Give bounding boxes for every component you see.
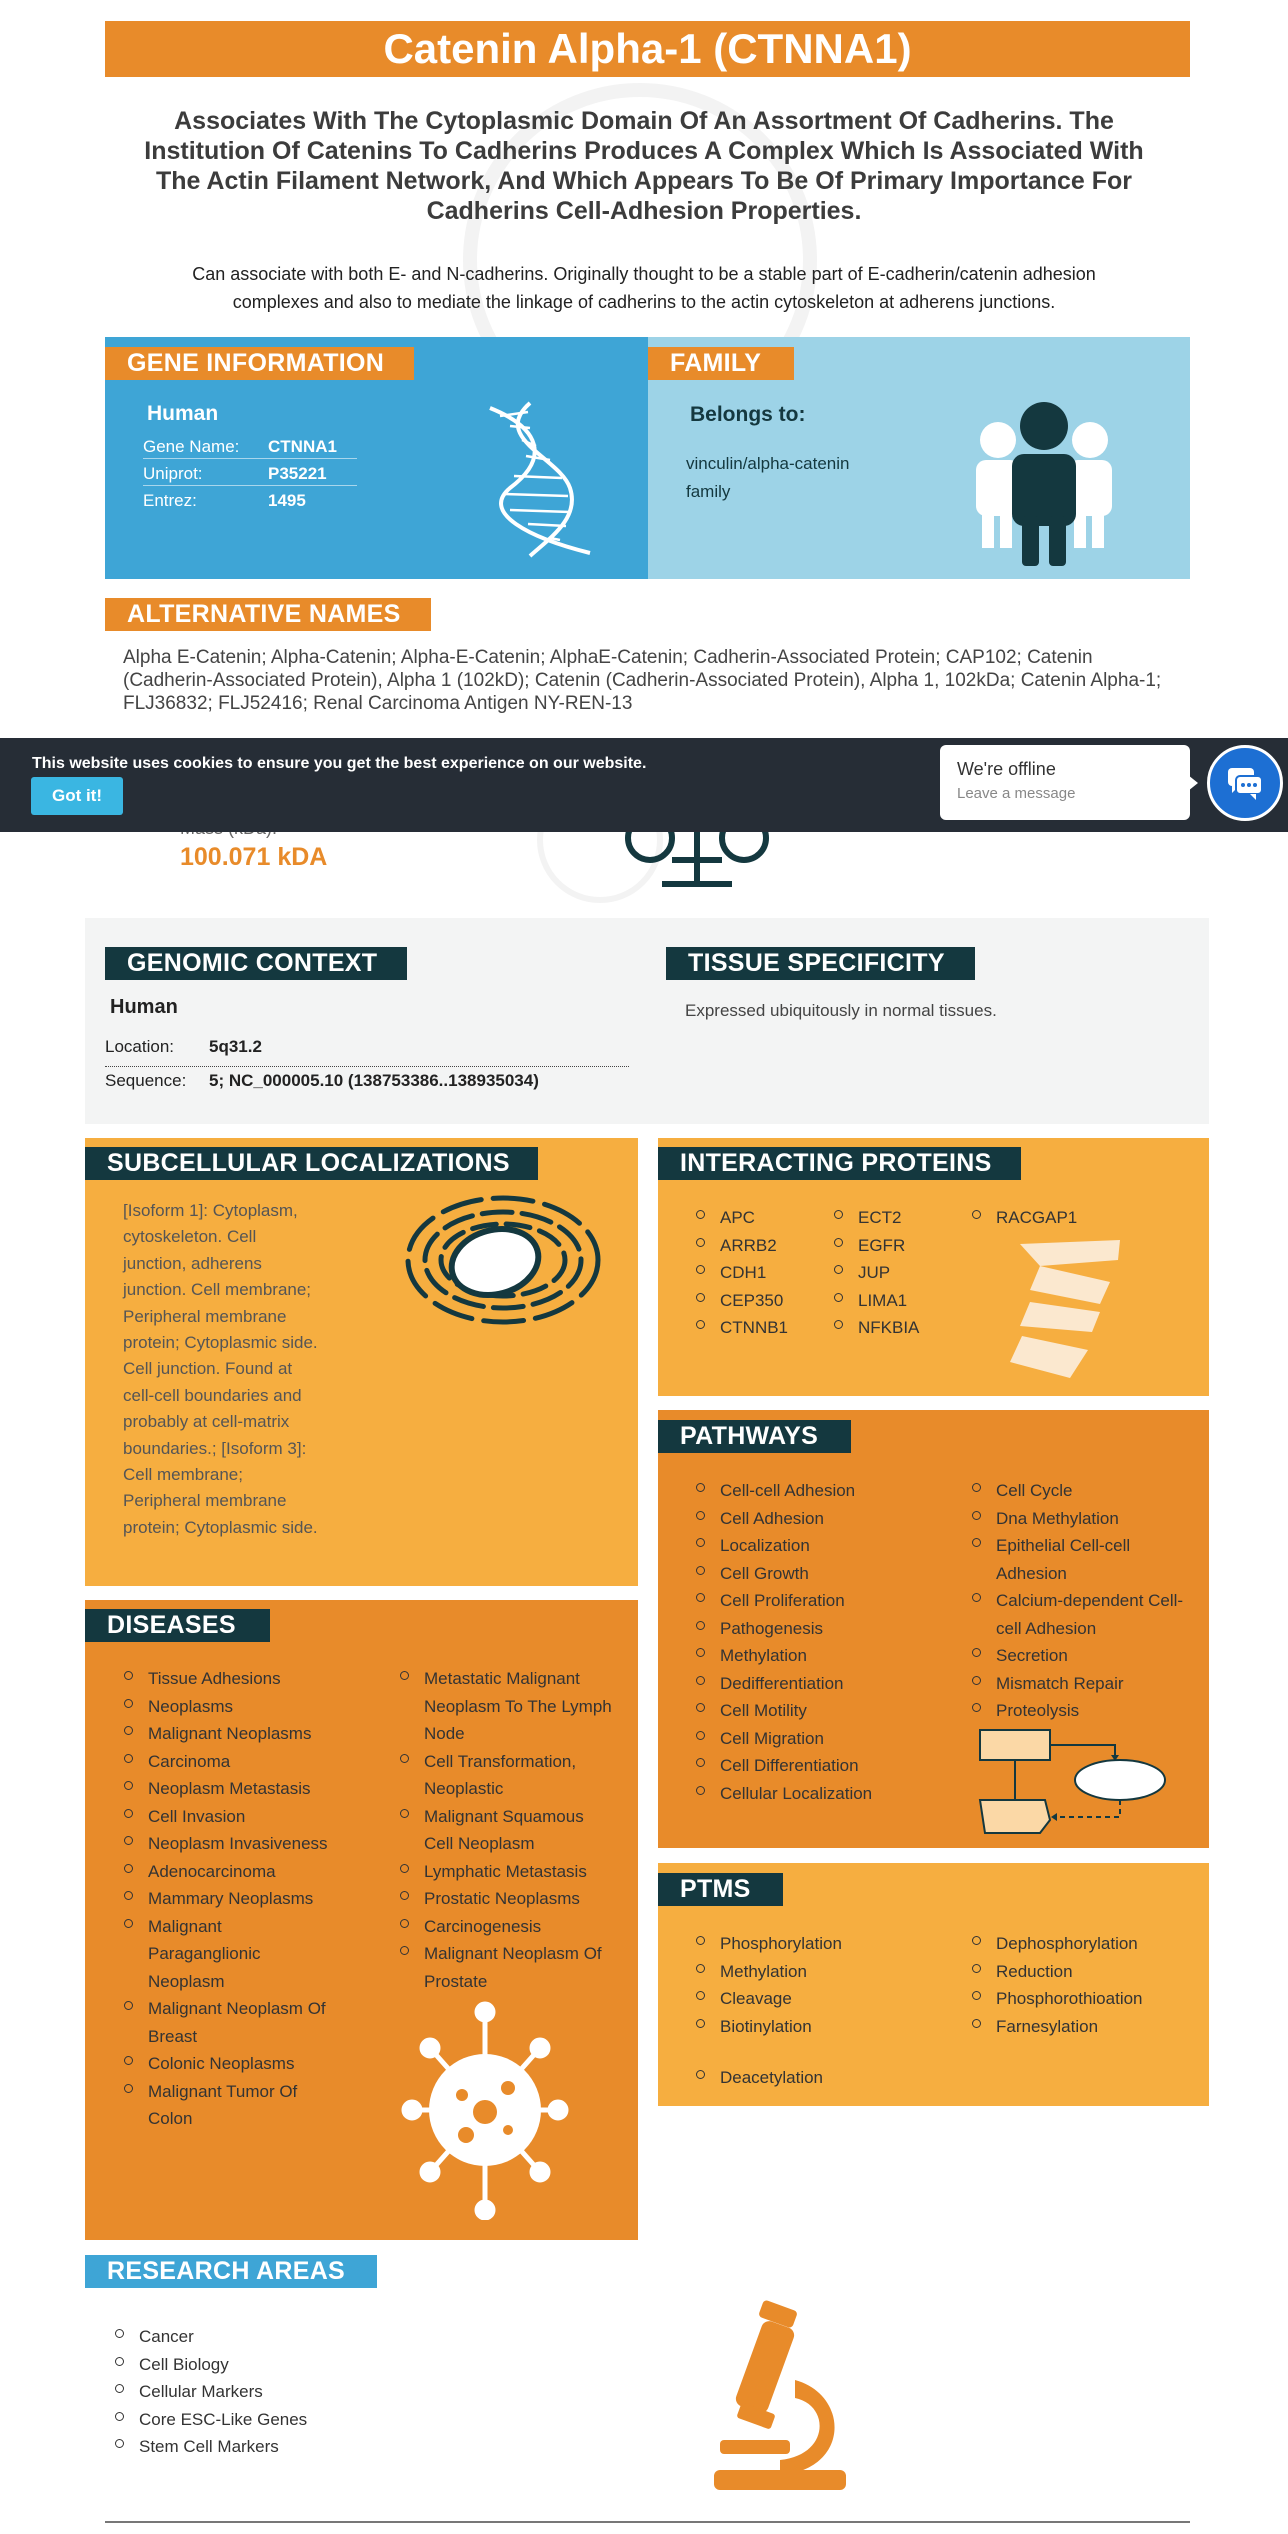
- disease-item-text: Node: [424, 1724, 465, 1743]
- pathway-item-text: Adhesion: [996, 1563, 1067, 1583]
- uniprot-value[interactable]: P35221: [268, 464, 327, 483]
- research-area-item[interactable]: Cancer: [113, 2323, 413, 2351]
- disease-item[interactable]: [398, 1803, 628, 1858]
- dna-icon: [470, 398, 615, 560]
- disease-item[interactable]: [122, 1995, 362, 2050]
- entrez-value[interactable]: 1495: [268, 491, 306, 510]
- disease-item-text: Cell Neoplasm: [424, 1834, 535, 1853]
- disease-item-text: Breast: [148, 2026, 198, 2046]
- pathway-item[interactable]: [970, 1697, 1200, 1725]
- disease-item-text: Cell Transformation,: [424, 1751, 577, 1771]
- disease-item-text: Malignant Neoplasm Of: [148, 1999, 326, 2018]
- disease-item[interactable]: [122, 1803, 362, 1831]
- subcellular-line: boundaries.; [Isoform 3]:: [123, 1438, 307, 1458]
- function-summary: Associates With The Cytoplasmic Domain Of An Assortment Of Cadherins. The Institution Of Catenins To Cadherins Produces A Complex Which Is Associated With The Actin Filament Network, And Which Appears To Be Of Primary Importance For Cadherins Cell-Adhesion Properties.: [144, 107, 1144, 225]
- tissue-specificity-text: Expressed ubiquitously in normal tissues.: [685, 1001, 997, 1020]
- disease-item-text: Neoplasm To The Lymph: [424, 1696, 612, 1716]
- location-row: [105, 1033, 629, 1067]
- interacting-proteins-col3: [970, 1204, 1110, 1232]
- location-value: 5q31.2: [209, 1037, 262, 1056]
- pathway-item[interactable]: [970, 1477, 1200, 1505]
- family-value-line2: family: [686, 482, 731, 501]
- protein-item[interactable]: CDH1: [694, 1259, 814, 1287]
- protein-item[interactable]: NFKBIA: [832, 1314, 942, 1342]
- pathway-item[interactable]: Cell Growth: [694, 1560, 944, 1588]
- subcellular-line: junction. Cell membrane;: [123, 1280, 312, 1300]
- subcellular-line: probably at cell-matrix: [123, 1412, 290, 1432]
- disease-item-text: Lymphatic Metastasis: [424, 1861, 587, 1881]
- disease-item-text: Neoplasm: [148, 1971, 225, 1991]
- sequence-row: [105, 1069, 629, 1103]
- pathway-item[interactable]: [970, 1642, 1200, 1670]
- disease-item-text: Malignant Neoplasm Of: [424, 1944, 602, 1963]
- subcellular-line: Cell junction. Found at: [123, 1359, 293, 1379]
- ptm-item[interactable]: Phosphorylation: [694, 1930, 934, 1958]
- disease-item-text: Metastatic Malignant: [424, 1669, 580, 1688]
- pathways-col1: [694, 1477, 944, 1807]
- uniprot-row: [143, 460, 357, 486]
- pathway-item-text: Secretion: [996, 1646, 1068, 1665]
- disease-item-text: Malignant Squamous: [424, 1806, 584, 1826]
- chat-offline-card[interactable]: [940, 745, 1190, 820]
- pathway-item[interactable]: Dedifferentiation: [694, 1670, 944, 1698]
- protein-item[interactable]: EGFR: [832, 1232, 942, 1260]
- disease-item-text: Neoplasms: [148, 1696, 234, 1716]
- pathway-item[interactable]: Cell Migration: [694, 1725, 944, 1753]
- disease-item-text: Neoplasm Invasiveness: [148, 1834, 328, 1853]
- disease-item-text: Neoplasm Metastasis: [148, 1779, 311, 1798]
- subcellular-line: protein; Cytoplasmic side.: [123, 1517, 318, 1537]
- disease-item[interactable]: [122, 2050, 362, 2078]
- family-value-line1: vinculin/alpha-catenin: [686, 454, 850, 473]
- disease-item-text: Malignant Neoplasms: [148, 1724, 312, 1743]
- pathway-item-text: Proteolysis: [996, 1701, 1080, 1720]
- function-description: Can associate with both E- and N-cadherins. Originally thought to be a stable part of E-cadherin/catenin adhesion complexes and also to mediate the linkage of cadherins to the actin cytoskeleton at adherens junctions.: [192, 264, 1096, 312]
- research-area-item[interactable]: Core ESC-Like Genes: [113, 2406, 413, 2434]
- disease-item[interactable]: [122, 1913, 362, 1996]
- protein-item[interactable]: LIMA1: [832, 1287, 942, 1315]
- pathway-item[interactable]: [970, 1587, 1200, 1642]
- people-icon: [970, 398, 1118, 568]
- footer-divider: [105, 2521, 1190, 2523]
- disease-item-text: Colon: [148, 2109, 193, 2128]
- subcellular-line: Cell membrane;: [123, 1465, 243, 1485]
- mass-value: 100.071 kDA: [180, 843, 328, 871]
- disease-item[interactable]: [122, 1885, 362, 1913]
- pathway-item-text: Epithelial Cell-cell: [996, 1536, 1131, 1555]
- disease-item[interactable]: [122, 1830, 362, 1858]
- disease-item[interactable]: [398, 1748, 628, 1803]
- protein-item[interactable]: APC: [694, 1204, 814, 1232]
- ptm-item[interactable]: Deacetylation: [694, 2064, 934, 2092]
- research-areas-heading: RESEARCH AREAS: [85, 2255, 377, 2288]
- chat-title: We're offline: [957, 759, 1056, 779]
- entrez-label: Entrez:: [143, 491, 197, 510]
- cell-icon: [395, 1190, 605, 1330]
- family-belongs-label: Belongs to:: [690, 403, 806, 426]
- disease-item-text: Prostatic Neoplasms: [424, 1889, 580, 1908]
- disease-item-text: Paraganglionic: [148, 1944, 261, 1963]
- subcellular-line: protein; Cytoplasmic side.: [123, 1333, 318, 1353]
- interacting-proteins-col2: [832, 1204, 942, 1342]
- cookie-message: This website uses cookies to ensure you get the best experience on our website.: [32, 755, 647, 772]
- tissue-specificity-heading: TISSUE SPECIFICITY: [666, 947, 975, 980]
- ptm-item[interactable]: Dephosphorylation: [970, 1930, 1200, 1958]
- microscope-icon: [700, 2300, 870, 2495]
- disease-item[interactable]: [122, 1665, 362, 1693]
- genomic-species: Human: [110, 996, 178, 1018]
- flowchart-icon: [975, 1725, 1175, 1835]
- disease-item[interactable]: [122, 1858, 362, 1886]
- protein-item[interactable]: RACGAP1: [970, 1204, 1110, 1232]
- family-heading: FAMILY: [648, 347, 794, 380]
- pathway-item[interactable]: Cell-cell Adhesion: [694, 1477, 944, 1505]
- diseases-heading: DISEASES: [85, 1609, 270, 1642]
- pathway-item-text: Mismatch Repair: [996, 1673, 1124, 1693]
- virus-icon: [400, 2000, 570, 2220]
- gene-name-row: [143, 433, 357, 459]
- research-area-item[interactable]: Cell Biology: [113, 2351, 413, 2379]
- gene-name-value: CTNNA1: [268, 437, 337, 456]
- pathway-item[interactable]: [970, 1532, 1200, 1587]
- subcellular-line: cell-cell boundaries and: [123, 1385, 302, 1405]
- uniprot-label: Uniprot:: [143, 464, 203, 483]
- subcellular-line: [Isoform 1]: Cytoplasm,: [123, 1201, 298, 1220]
- pathway-item[interactable]: Cell Motility: [694, 1697, 944, 1725]
- protein-item[interactable]: ECT2: [832, 1204, 942, 1232]
- pathway-item[interactable]: Localization: [694, 1532, 944, 1560]
- ptm-item[interactable]: Cleavage: [694, 1985, 934, 2013]
- cookie-accept-button[interactable]: Got it!: [31, 777, 123, 815]
- gene-species: Human: [147, 402, 219, 425]
- subcellular-heading: SUBCELLULAR LOCALIZATIONS: [85, 1147, 538, 1180]
- disease-item-text: Malignant: [148, 1916, 222, 1936]
- pathway-item[interactable]: Cell Adhesion: [694, 1505, 944, 1533]
- location-label: Location:: [105, 1037, 174, 1056]
- protein-item[interactable]: CEP350: [694, 1287, 814, 1315]
- ptms-col1: [694, 1930, 934, 2040]
- disease-item-text: Neoplastic: [424, 1779, 504, 1798]
- diseases-col2: [398, 1665, 628, 1995]
- ptms-heading: PTMS: [658, 1873, 783, 1906]
- sequence-label: Sequence:: [105, 1071, 187, 1090]
- disease-item[interactable]: [122, 1720, 362, 1748]
- disease-item[interactable]: [122, 1775, 362, 1803]
- pathway-item-text: cell Adhesion: [996, 1618, 1097, 1638]
- disease-item[interactable]: [398, 1885, 628, 1913]
- interacting-proteins-col1: [694, 1204, 814, 1342]
- chat-launcher-button[interactable]: [1207, 745, 1283, 821]
- disease-item-text: Mammary Neoplasms: [148, 1889, 314, 1908]
- subcellular-text: [123, 1198, 373, 1541]
- pathway-item[interactable]: [970, 1505, 1200, 1533]
- ptm-item[interactable]: Biotinylation: [694, 2013, 934, 2041]
- pathway-item[interactable]: Methylation: [694, 1642, 944, 1670]
- diseases-col1: [122, 1665, 362, 2133]
- protein-item[interactable]: CTNNB1: [694, 1314, 814, 1342]
- disease-item[interactable]: [122, 1748, 362, 1776]
- subcellular-line: Peripheral membrane: [123, 1306, 287, 1326]
- pathway-item[interactable]: Pathogenesis: [694, 1615, 944, 1643]
- protein-item[interactable]: JUP: [832, 1259, 942, 1287]
- alternative-names-text: Alpha E-Catenin; Alpha-Catenin; Alpha-E-Catenin; AlphaE-Catenin; Cadherin-Associated Protein; CAP102; Catenin (Cadherin-Associated Protein), Alpha 1 (102kD); Catenin (Cadherin-Associated Protein), Alpha 1, 102kDa; Catenin Alpha-1; FLJ36832; FLJ52416; Renal Carcinoma Antigen NY-REN-13: [123, 647, 1162, 714]
- ptms-col2: [970, 1930, 1200, 2040]
- disease-item-text: Prostate: [424, 1971, 488, 1991]
- pathway-item[interactable]: Cellular Localization: [694, 1780, 944, 1808]
- disease-item[interactable]: [122, 1693, 362, 1721]
- research-area-item[interactable]: Cellular Markers: [113, 2378, 413, 2406]
- disease-item-text: Carcinoma: [148, 1751, 231, 1771]
- gene-name-label: Gene Name:: [143, 437, 240, 456]
- ptms-extra: [694, 2064, 934, 2092]
- ptm-item[interactable]: Phosphorothioation: [970, 1985, 1200, 2013]
- pathway-item-text: Dna Methylation: [996, 1508, 1119, 1528]
- entrez-row: [143, 487, 357, 513]
- pathway-item[interactable]: [970, 1670, 1200, 1698]
- pathway-item-text: Calcium-dependent Cell-: [996, 1591, 1184, 1610]
- alternative-names-heading: ALTERNATIVE NAMES: [105, 598, 431, 631]
- disease-item[interactable]: [398, 1913, 628, 1941]
- interacting-proteins-heading: INTERACTING PROTEINS: [658, 1147, 1021, 1180]
- research-area-item[interactable]: Stem Cell Markers: [113, 2433, 413, 2461]
- pathway-item[interactable]: Cell Proliferation: [694, 1587, 944, 1615]
- ptm-item[interactable]: Reduction: [970, 1958, 1200, 1986]
- disease-item-text: Adenocarcinoma: [148, 1861, 276, 1881]
- protein-item[interactable]: ARRB2: [694, 1232, 814, 1260]
- disease-item-text: Carcinogenesis: [424, 1916, 542, 1936]
- page-title: Catenin Alpha-1 (CTNNA1): [105, 21, 1190, 77]
- disease-item-text: Tissue Adhesions: [148, 1669, 281, 1688]
- subcellular-line: junction, adherens: [123, 1253, 262, 1273]
- pathways-heading: PATHWAYS: [658, 1420, 851, 1453]
- chat-card-pointer: [1188, 775, 1200, 791]
- pathways-col2: [970, 1477, 1200, 1725]
- chat-icon: [1210, 748, 1280, 818]
- disease-item[interactable]: [398, 1665, 628, 1748]
- disease-item[interactable]: [122, 2078, 362, 2133]
- sequence-value: 5; NC_000005.10 (138753386..138935034): [209, 1071, 539, 1090]
- subcellular-line: Peripheral membrane: [123, 1491, 287, 1511]
- disease-item-text: Cell Invasion: [148, 1806, 246, 1826]
- pathway-item[interactable]: Cell Differentiation: [694, 1752, 944, 1780]
- chat-subtitle[interactable]: Leave a message: [957, 785, 1076, 802]
- disease-item-text: Colonic Neoplasms: [148, 2054, 295, 2073]
- pathway-item-text: Cell Cycle: [996, 1481, 1073, 1500]
- subcellular-line: cytoskeleton. Cell: [123, 1227, 257, 1247]
- genomic-context-heading: GENOMIC CONTEXT: [105, 947, 407, 980]
- ptm-item[interactable]: Methylation: [694, 1958, 934, 1986]
- ribbon-icon: [1000, 1232, 1140, 1382]
- disease-item[interactable]: [398, 1940, 628, 1995]
- gene-information-heading: GENE INFORMATION: [105, 347, 414, 380]
- disease-item-text: Malignant Tumor Of: [148, 2081, 298, 2101]
- research-areas-list: [113, 2323, 413, 2461]
- disease-item[interactable]: [398, 1858, 628, 1886]
- ptm-item[interactable]: Farnesylation: [970, 2013, 1200, 2041]
